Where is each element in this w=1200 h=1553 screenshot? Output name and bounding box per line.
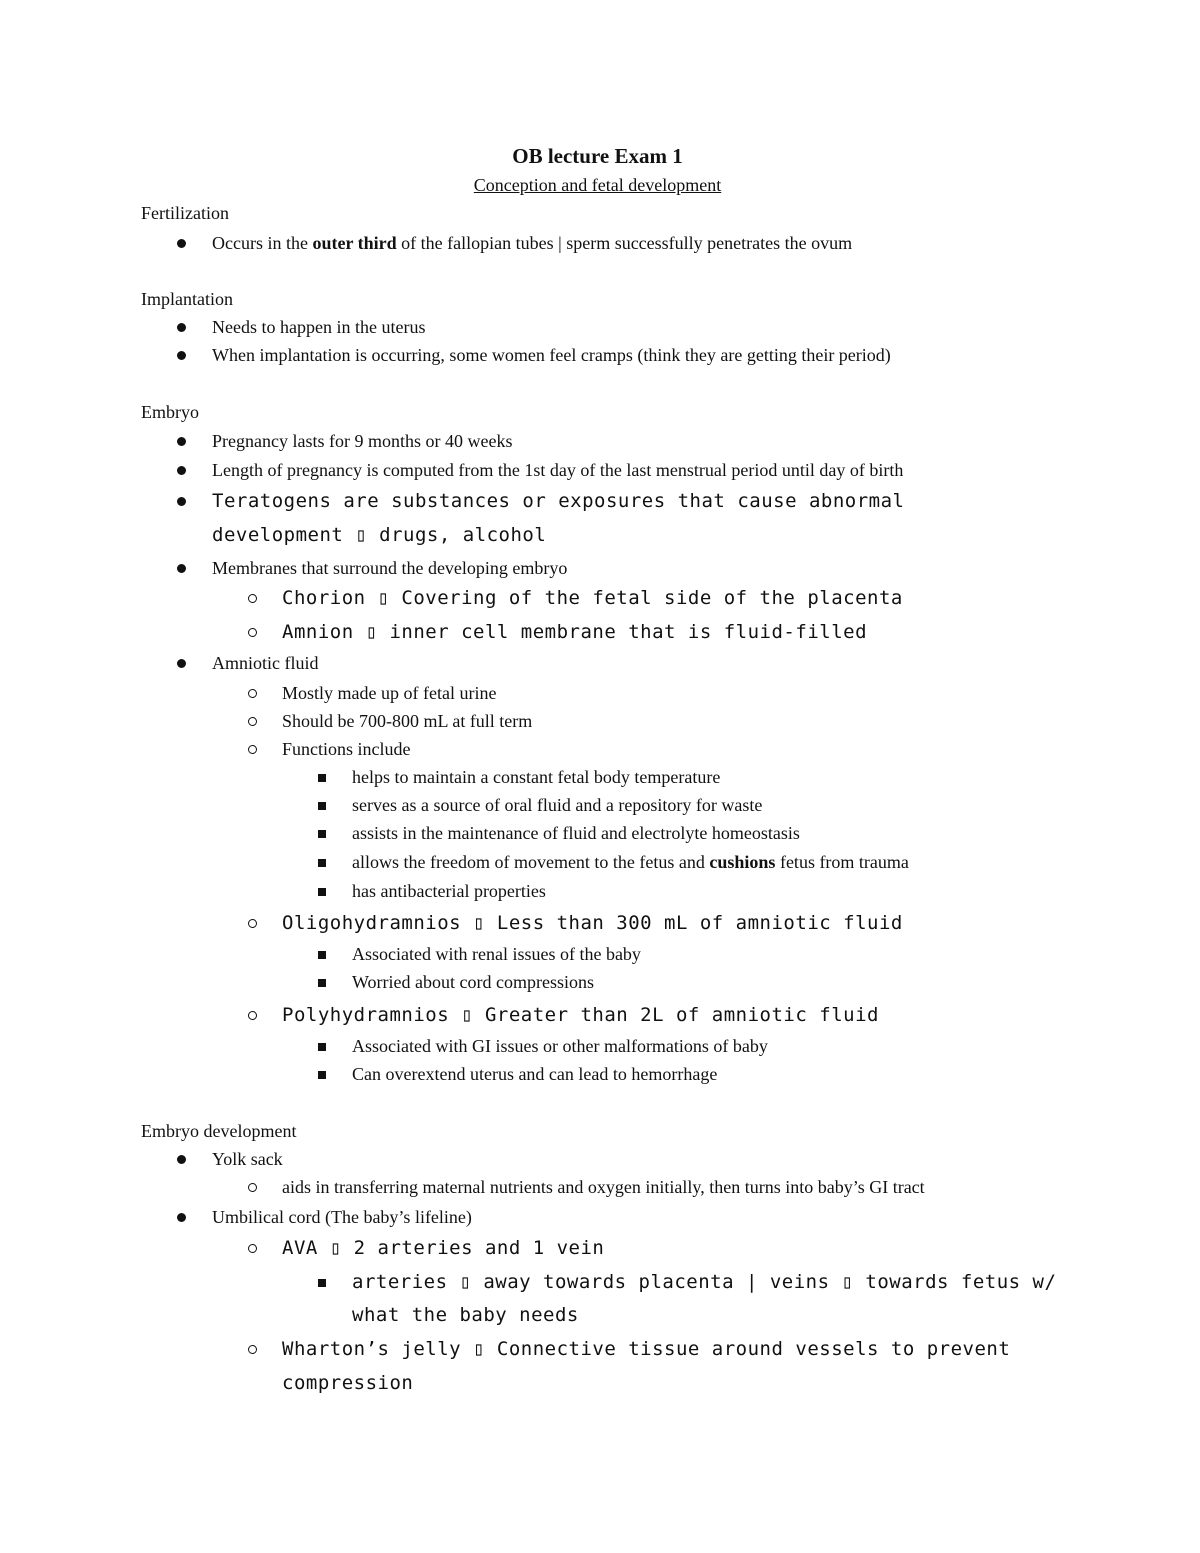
list-item-text: of the fallopian tubes | sperm successfully penetrates the ovum <box>396 233 853 253</box>
list-item: aids in transferring maternal nutrients and oxygen initially, then turns into baby’s GI tract <box>282 1177 925 1197</box>
section-heading-fertilization: Fertilization <box>141 203 229 223</box>
bullet-dot-icon <box>171 428 191 454</box>
list-item: Should be 700-800 mL at full term <box>282 711 533 731</box>
list-item-emphasis: cushions <box>709 852 776 872</box>
list-item: Membranes that surround the developing embryo <box>212 558 568 578</box>
bullet-square-icon <box>312 820 332 846</box>
list-item: Oligohydramnios ▯ Less than 300 mL of amniotic fluid <box>282 912 903 934</box>
bullet-circle-icon <box>242 708 262 734</box>
bullet-square-icon <box>312 1033 332 1059</box>
list-item: Mostly made up of fetal urine <box>282 683 497 703</box>
list-item: Pregnancy lasts for 9 months or 40 weeks <box>212 431 513 451</box>
bullet-square-icon <box>312 969 332 995</box>
list-item: Length of pregnancy is computed from the 1st day of the last menstrual period until day of birth <box>212 460 904 480</box>
list-item-continuation: compression <box>282 1372 414 1394</box>
list-item <box>352 849 909 875</box>
bullet-circle-icon <box>242 736 262 762</box>
bullet-dot-icon <box>171 555 191 581</box>
list-item: Amnion ▯ inner cell membrane that is fluid-filled <box>282 621 868 643</box>
bullet-square-icon <box>312 941 332 967</box>
list-item: Needs to happen in the uterus <box>212 317 426 337</box>
list-item: helps to maintain a constant fetal body temperature <box>352 767 721 787</box>
list-item: assists in the maintenance of fluid and electrolyte homeostasis <box>352 823 800 843</box>
bullet-square-icon <box>312 1269 332 1295</box>
list-item: Amniotic fluid <box>212 653 319 673</box>
section-heading-embryo-development: Embryo development <box>141 1121 297 1141</box>
list-item: Associated with GI issues or other malformations of baby <box>352 1036 768 1056</box>
bullet-dot-icon <box>171 314 191 340</box>
list-item-continuation: development ▯ drugs, alcohol <box>212 524 547 546</box>
bullet-dot-icon <box>171 650 191 676</box>
list-item: Chorion ▯ Covering of the fetal side of the placenta <box>282 587 903 609</box>
list-item <box>212 230 852 256</box>
bullet-circle-icon <box>242 680 262 706</box>
list-item: Wharton’s jelly ▯ Connective tissue around vessels to prevent <box>282 1338 1011 1360</box>
bullet-dot-icon <box>171 1146 191 1172</box>
bullet-dot-icon <box>171 457 191 483</box>
list-item-emphasis: outer third <box>312 233 397 253</box>
bullet-circle-icon <box>242 619 262 645</box>
bullet-square-icon <box>312 764 332 790</box>
list-item: Can overextend uterus and can lead to hemorrhage <box>352 1064 718 1084</box>
list-item: arteries ▯ away towards placenta | veins ▯ towards fetus w/ <box>352 1271 1057 1293</box>
list-item: Teratogens are substances or exposures that cause abnormal <box>212 490 905 512</box>
bullet-circle-icon <box>242 585 262 611</box>
list-item-text: allows the freedom of movement to the fetus and <box>352 852 710 872</box>
list-item: Worried about cord compressions <box>352 972 594 992</box>
bullet-square-icon <box>312 878 332 904</box>
bullet-square-icon <box>312 849 332 875</box>
document-subtitle <box>0 172 1195 198</box>
bullet-dot-icon <box>171 488 191 514</box>
bullet-circle-icon <box>242 1336 262 1362</box>
list-item-text: fetus from trauma <box>775 852 909 872</box>
list-item: Associated with renal issues of the baby <box>352 944 641 964</box>
list-item: Yolk sack <box>212 1149 283 1169</box>
bullet-square-icon <box>312 792 332 818</box>
document-title: OB lecture Exam 1 <box>512 144 683 168</box>
list-item: serves as a source of oral fluid and a repository for waste <box>352 795 763 815</box>
bullet-circle-icon <box>242 1174 262 1200</box>
list-item-text: Occurs in the <box>212 233 313 253</box>
subtitle-text: Conception and fetal development <box>473 175 722 195</box>
list-item: AVA ▯ 2 arteries and 1 vein <box>282 1237 605 1259</box>
list-item: Polyhydramnios ▯ Greater than 2L of amniotic fluid <box>282 1004 879 1026</box>
bullet-circle-icon <box>242 910 262 936</box>
bullet-dot-icon <box>171 1204 191 1230</box>
bullet-circle-icon <box>242 1235 262 1261</box>
bullet-dot-icon <box>171 342 191 368</box>
list-item: When implantation is occurring, some women feel cramps (think they are getting their period) <box>212 345 891 365</box>
bullet-square-icon <box>312 1061 332 1087</box>
section-heading-implantation: Implantation <box>141 289 233 309</box>
list-item: Umbilical cord (The baby’s lifeline) <box>212 1207 472 1227</box>
bullet-dot-icon <box>171 230 191 256</box>
list-item: has antibacterial properties <box>352 881 546 901</box>
list-item: Functions include <box>282 739 411 759</box>
list-item-continuation: what the baby needs <box>352 1304 579 1326</box>
section-heading-embryo: Embryo <box>141 402 199 422</box>
bullet-circle-icon <box>242 1002 262 1028</box>
